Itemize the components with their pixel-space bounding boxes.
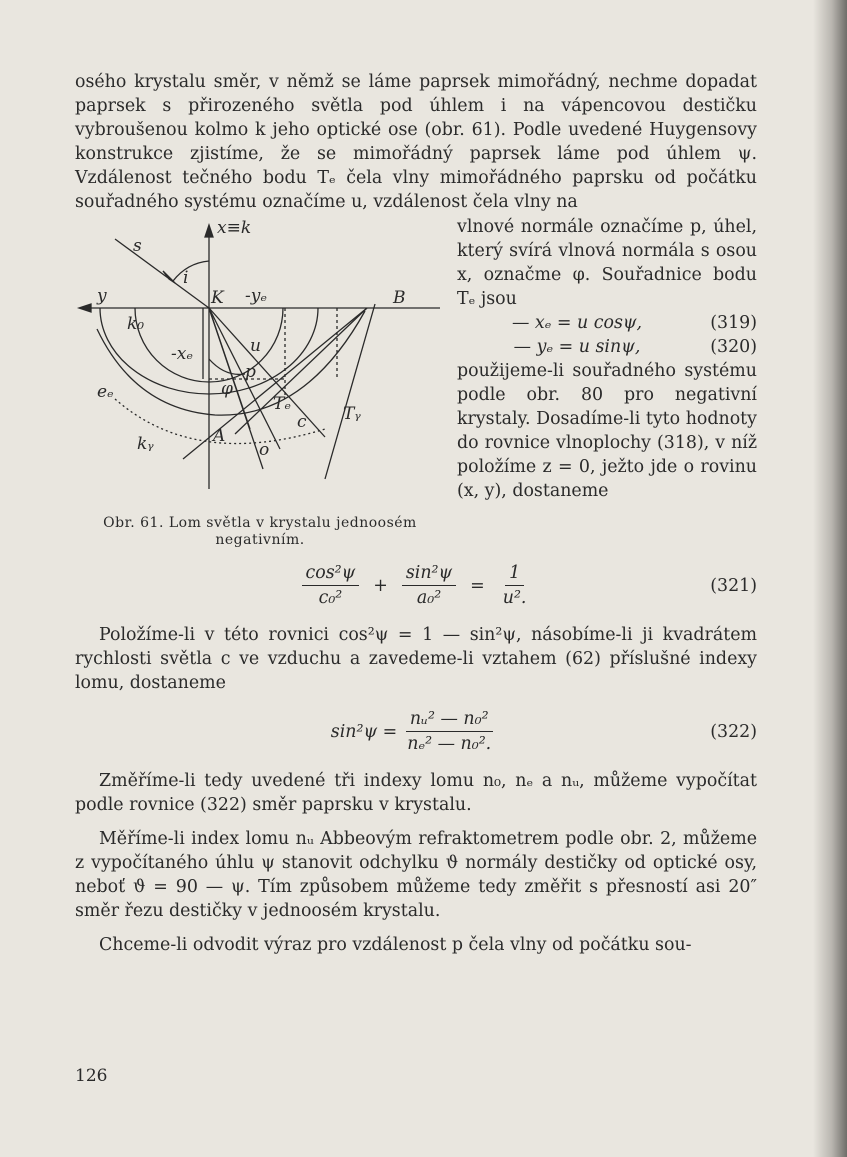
figure-row xyxy=(75,215,757,549)
label-c: c xyxy=(297,411,307,432)
eq321-term3-num: 1 xyxy=(505,561,524,586)
label-Te: Tₑ xyxy=(273,393,291,414)
tangent-line-1 xyxy=(183,308,367,459)
label-o: o xyxy=(259,439,270,460)
tangent-line-3 xyxy=(325,304,375,479)
side-text-a: vlnové normále označíme p, úhel, který svírá vlnová normála s osou x, označme φ. Souřadnice bodu Tₑ jsou xyxy=(457,216,757,309)
eq321-plus: + xyxy=(373,575,388,596)
label-y: y xyxy=(97,285,107,306)
ray-a xyxy=(209,308,250,429)
equation-320-body: — yₑ = u sinψ, xyxy=(513,336,641,357)
angle-i-arc xyxy=(173,261,209,281)
label-p: p xyxy=(245,361,256,382)
page-edge-shadow xyxy=(813,0,847,1157)
label-i: i xyxy=(183,267,189,288)
figure-caption: Obr. 61. Lom světla v krystalu jednoosém negativním. xyxy=(103,514,417,548)
eq322-lhs: sin²ψ = xyxy=(330,721,398,742)
y-axis-arrow xyxy=(79,304,91,312)
eq321-term1-den: c₀² xyxy=(318,588,343,609)
side-text-b: použijeme-li souřadného systému podle obr. 80 pro negativní krystaly. Dosadíme-li tyto hodnoty do rovnice vlnoplochy (318), v níž položíme z = 0, ježto jde o rovinu (x, y), dostaneme xyxy=(457,360,757,502)
eq321-term2-den: a₀² xyxy=(416,588,442,609)
label-phi: φ xyxy=(221,378,233,399)
eq321-term1 xyxy=(302,561,360,610)
figure xyxy=(75,215,445,549)
paragraph-3: Změříme-li tedy uvedené tři indexy lomu n₀, nₑ a nᵤ, můžeme vypočítat podle rovnice (322) směr paprsku v krystalu. xyxy=(75,770,757,815)
label-K: K xyxy=(211,287,224,308)
page-content xyxy=(75,70,757,958)
eq321-term2 xyxy=(402,561,456,610)
paragraph-5: Chceme-li odvodit výraz pro vzdálenost p čela vlny od počátku sou- xyxy=(99,935,692,956)
paragraph-4: Měříme-li index lomu nᵤ Abbeovým refraktometrem podle obr. 2, můžeme z vypočítaného úhlu ψ stanovit odchylku ϑ normály destičky od optické osy, neboť ϑ = 90 — ψ. Tím způsobem můžeme tedy změřit s přesností asi 20″ směr řezu destičky v jednoosém krystalu. xyxy=(75,829,757,922)
eq321-term1-num: cos²ψ xyxy=(302,561,360,586)
eq321-term3-den: u². xyxy=(502,588,527,609)
equation-322 xyxy=(75,705,757,759)
paragraph-2: Položíme-li v této rovnici cos²ψ = 1 — sin²ψ, násobíme-li ji kvadrátem rychlosti světla c ve vzduchu a zavedeme-li vztahem (62) příslušné indexy lomu, dostaneme xyxy=(75,624,757,693)
eq322-numerator: nᵤ² — n₀² xyxy=(406,707,493,732)
equation-320 xyxy=(457,335,757,359)
label-minus-xe: -xₑ xyxy=(171,343,193,364)
refraction-diagram xyxy=(75,219,445,509)
page-number: 126 xyxy=(75,1066,108,1086)
equation-320-number: (320) xyxy=(710,336,757,357)
incident-arrow xyxy=(163,271,175,283)
label-s: s xyxy=(133,235,142,256)
eq321-equals: = xyxy=(470,575,485,596)
label-xk: x≡k xyxy=(217,218,252,238)
paragraph-top: osého krystalu směr, v němž se láme paprsek mimořádný, nechme dopadat paprsek s přirozeného světla pod úhlem i na vápencovou destičku vybroušenou kolmo k jeho optické ose (obr. 61). Podle uvedené Huygensovy konstrukce zjistíme, že se mimořádný paprsek láme pod úhlem ψ. Vzdálenost tečného bodu Tₑ čela vlny mimořádného paprsku od počátku souřadného systému označíme u, vzdálenost čela vlny na xyxy=(75,72,757,213)
label-u: u xyxy=(250,335,261,356)
eq322-fraction xyxy=(403,707,495,756)
equation-319-number: (319) xyxy=(710,312,757,333)
equation-321 xyxy=(75,559,757,613)
eq322-denominator: nₑ² — n₀². xyxy=(407,734,492,755)
label-ee: eₑ xyxy=(97,381,114,402)
equation-319 xyxy=(457,311,757,335)
label-ky: kᵧ xyxy=(137,433,154,454)
equation-321-number: (321) xyxy=(710,575,757,596)
eq321-term3 xyxy=(499,561,531,610)
equation-319-body: — xₑ = u cosψ, xyxy=(511,312,643,333)
x-axis-arrow xyxy=(205,225,213,237)
eq321-term2-num: sin²ψ xyxy=(402,561,456,586)
incident-ray xyxy=(115,239,209,308)
label-minus-ye: -yₑ xyxy=(245,285,267,306)
label-Ty: Tᵧ xyxy=(343,403,361,424)
label-A: A xyxy=(213,425,226,446)
equation-322-number: (322) xyxy=(710,721,757,742)
side-text xyxy=(445,215,757,504)
label-B: B xyxy=(393,287,406,308)
label-k0: k₀ xyxy=(127,313,145,334)
